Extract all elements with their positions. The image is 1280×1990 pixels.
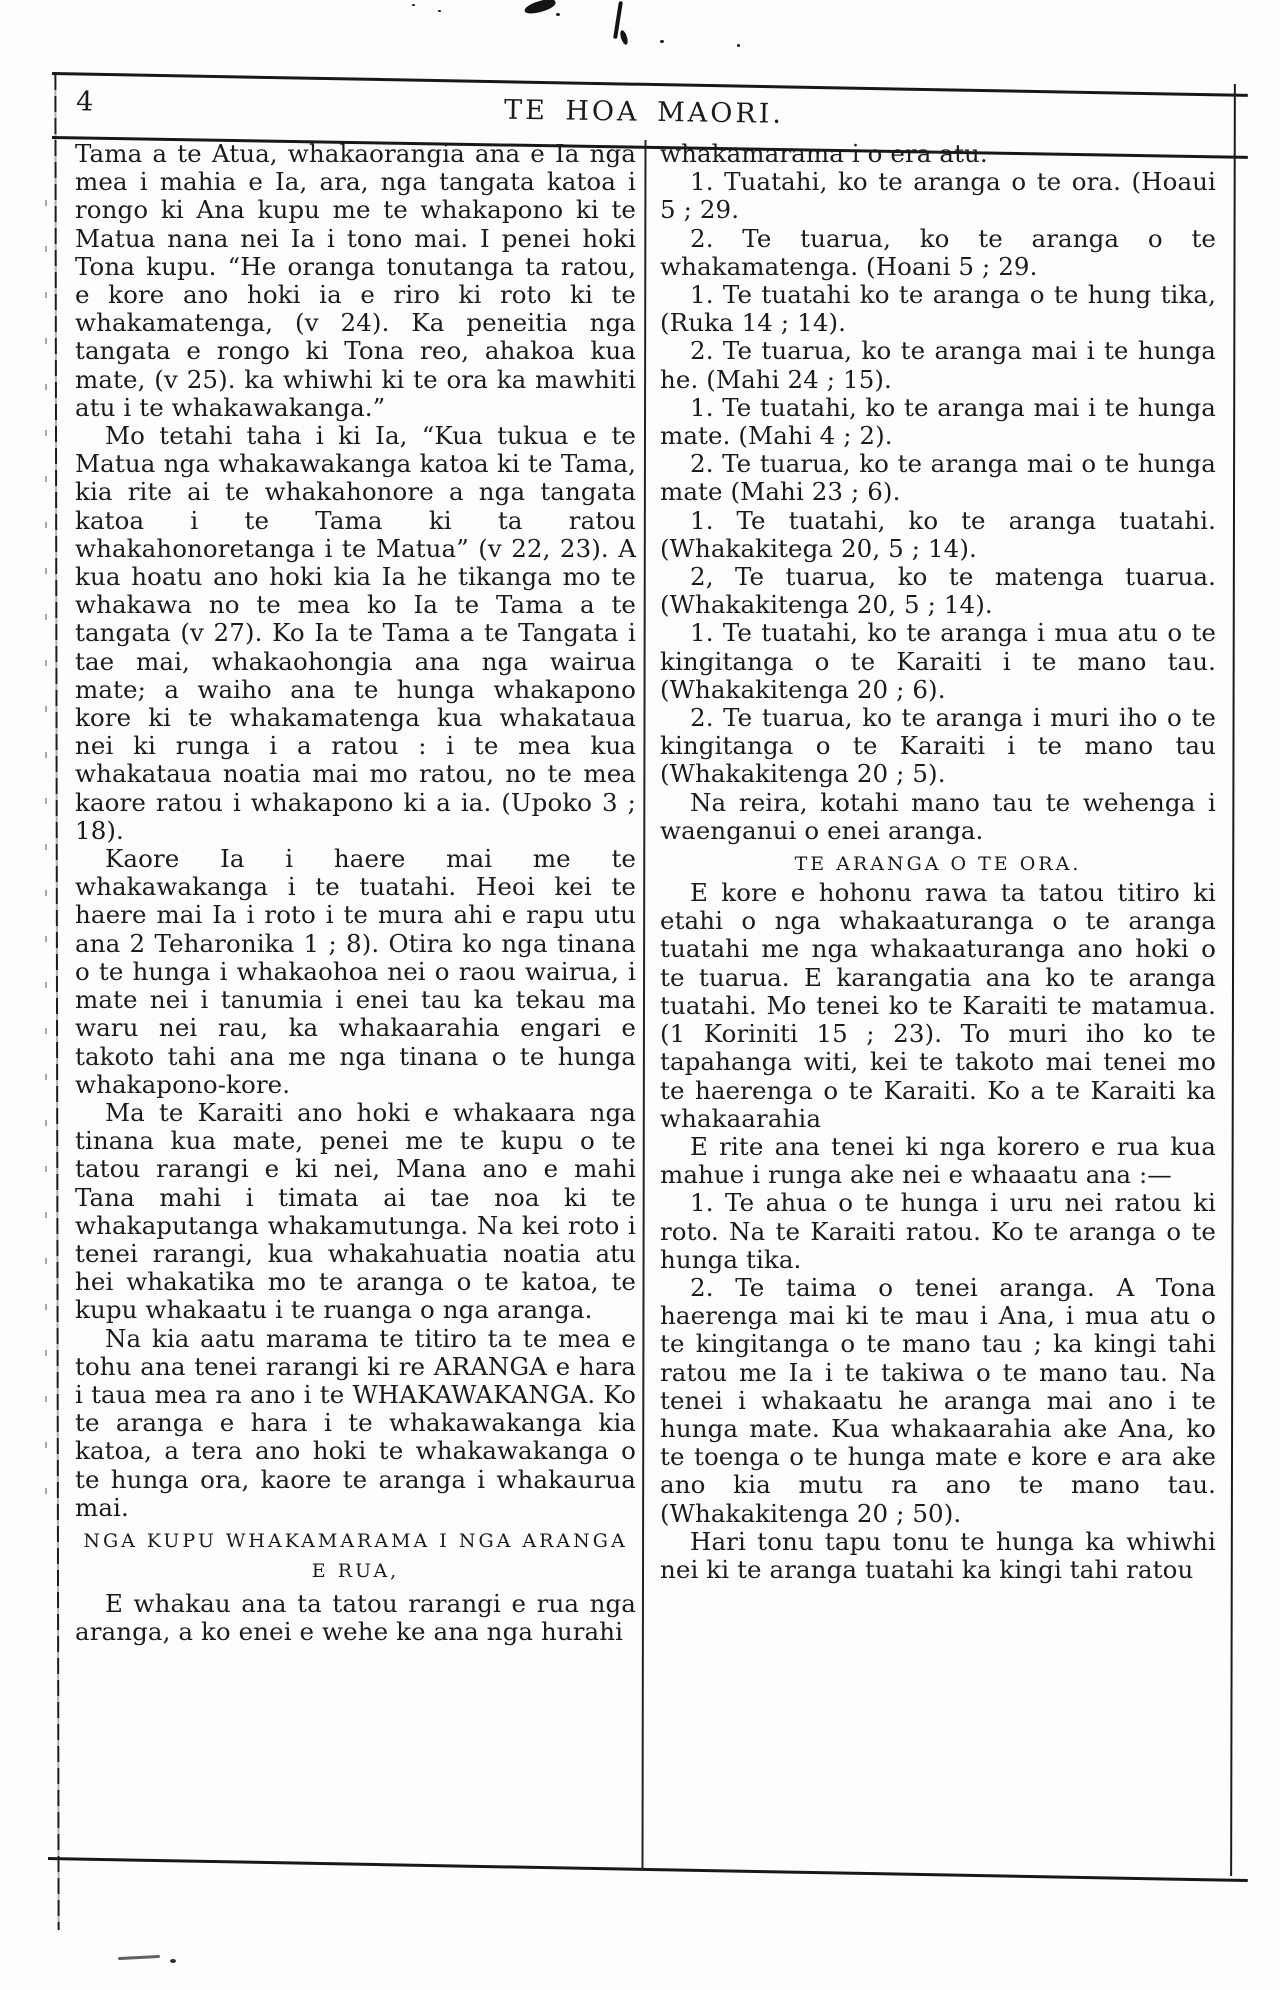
newspaper-title: TE HOA MAORI. (503, 94, 785, 130)
list-item: 2. Te taima o tenei aranga. A Tona haerenga mai ki te mau i Ana, i mua atu o te kingitanga o te mano tau ; ka kingi tahi ratou me Ia i te takiwa o te mano tau. Na tenei i whakaatu he aranga mai ano i te hunga mate. Kua whakaarahia ake Ana, ko te toenga o te hunga mate e kore e ara ake ano kia mutu ra ano te mano tau. (Whakakitenga 20 ; 50). (660, 1272, 1216, 1528)
paragraph: Hari tonu tapu tonu te hunga ka whiwhi nei ki te aranga tuatahi ka kingi tahi ratou (660, 1526, 1216, 1584)
list-item: 1. Tuatahi, ko te aranga o te ora. (Hoaui 5 ; 29. (660, 167, 1216, 225)
paragraph: Ma te Karaiti ano hoki e whakaara nga tinana kua mate, penei me te kupu o te tatou rarangi e ki nei, Mana ano e mahi Tana mahi i timata ai tae noa ki te whakaputanga whakamutunga. Na kei roto i tenei rarangi, kua whakahuatia noatia atu hei whakatika mo te aranga o te katoa, te kupu whakaatu i te ruanga o nga aranga. (75, 1097, 636, 1325)
right-column (660, 140, 1216, 1584)
paragraph: Kaore Ia i haere mai me te whakawakanga i te tuatahi. Heoi kei te haere mai Ia i roto i te mura ahi e rapu utu ana 2 Teharonika 1 ; 8). Otira ko nga tinana o te hunga i whakaohoa nei o raou wairua, i mate nei i tanumia i enei tau ka tekau ma waru nei rau, ka whakaarahia engari e takoto tahi ana me nga tinana o te hunga whakapono-kore. (75, 844, 636, 1099)
ink-smudge (118, 1955, 160, 1960)
list-item: 2. Te tuarua, ko te aranga mai o te hunga mate (Mahi 23 ; 6). (660, 449, 1216, 507)
paragraph: E kore e hohonu rawa ta tatou titiro ki etahi o nga whakaaturanga o te aranga tuatahi me nga whakaaturanga ano hoki o te tuarua. E karangatia ana ko te aranga tuatahi. Mo tenei ko te Karaiti te matamua. (1 Koriniti 15 ; 23). To muri iho ko te tapahanga witi, kei te takoto mai tenei mo te haerenga o te Karaiti. Ko a te Karaiti ka whakaarahia (660, 878, 1216, 1133)
section-heading: NGA KUPU WHAKAMARAMA I NGA ARANGA (83, 1529, 628, 1552)
list-item: 2. Te tuarua, ko te aranga o te whakamatenga. (Hoani 5 ; 29. (660, 223, 1216, 281)
list-item: 2, Te tuarua, ko te matenga tuarua. (Whakakitenga 20, 5 ; 14). (660, 562, 1216, 620)
page-number: 4 (75, 86, 95, 118)
list-item: 1. Te tuatahi ko te aranga o te hung tika, (Ruka 14 ; 14). (660, 280, 1216, 338)
ink-speck (660, 40, 664, 43)
paragraph: Tama a te Atua, whakaorangia ana e Ia nga mea i mahia e Ia, ara, nga tangata katoa i rongo ki Ana kupu me te whakapono ki te Matua nana nei Ia i tono mai. I penei hoki Tona kupu. “He oranga tonutanga ta ratou, e kore ano hoki ia e riro ki roto ki te whakamatenga, (v 24). Ka peneitia nga tangata e rongo ki Tona reo, ahakoa kua mate, (v 25). ka whiwhi ki te ora ka mawhiti atu i te whakawakanga.” (75, 139, 636, 422)
list-item: 1. Te tuatahi, ko te aranga i mua atu o te kingitanga o te Karaiti i te mano tau. (Whakakitenga 20 ; 6). (660, 618, 1216, 704)
left-column (75, 140, 636, 1646)
left-page-border-ghost (45, 200, 47, 1500)
ink-speck (556, 13, 560, 16)
left-page-border (54, 74, 59, 1930)
list-item: 1. Te tuatahi, ko te aranga tuatahi. (Whakakitega 20, 5 ; 14). (660, 505, 1216, 563)
ink-speck (412, 4, 415, 6)
list-item: 1. Te ahua o te hunga i uru nei ratou ki roto. Na te Karaiti ratou. Ko te aranga o te hunga tika. (660, 1188, 1216, 1274)
column-divider (641, 140, 646, 1870)
section-heading: E RUA, (311, 1559, 400, 1582)
section-heading: TE ARANGA O TE ORA. (794, 853, 1082, 876)
ink-speck (737, 44, 740, 47)
ink-smudge (619, 29, 629, 45)
paragraph: Mo tetahi taha i ki Ia, “Kua tukua e te Matua nga whakawakanga katoa ki te Tama, kia rite ai te whakahonore a nga tangata katoa i te Tama ki ta ratou whakahonoretanga i te Matua” (v 22, 23). A kua hoatu ano hoki kia Ia he tikanga mo te whakawa no te mea ko Ia te Tama a te tangata (v 27). Ko Ia te Tama a te Tangata i tae mai, whakaohongia ana nga wairua mate; a waiho ana te hunga whakapono kore ki te whakamatenga kua whakataua nei ki runga i a ratou : i te mea kua whakataua noatia mai mo ratou, no te mea kaore ratou i whakapono ki a ia. (Upoko 3 ; 18). (75, 421, 636, 845)
paragraph: whakamarama i o era atu. (660, 139, 988, 168)
paragraph: E whakau ana ta tatou rarangi e rua nga aranga, a ko enei e wehe ke ana nga hurahi (75, 1588, 636, 1647)
right-page-border (1230, 84, 1236, 1876)
paragraph: Na reira, kotahi mano tau te wehenga i waenganui o enei aranga. (660, 787, 1216, 845)
ink-smudge (523, 0, 557, 16)
ink-speck (170, 1959, 176, 1963)
paragraph: E rite ana tenei ki nga korero e rua kua mahue i runga ake nei e whaaatu ana :— (660, 1131, 1216, 1190)
list-item: 2. Te tuarua, ko te aranga mai i te hunga he. (Mahi 24 ; 15). (660, 336, 1216, 394)
ink-speck (438, 10, 441, 12)
list-item: 1. Te tuatahi, ko te aranga mai i te hunga mate. (Mahi 4 ; 2). (660, 392, 1216, 451)
bottom-rule (48, 1857, 1248, 1882)
list-item: 2. Te tuarua, ko te aranga i muri iho o te kingitanga o te Karaiti i te mano tau (Whakakitenga 20 ; 5). (660, 703, 1216, 789)
paragraph: Na kia aatu marama te titiro ta te mea e tohu ana tenei rarangi ki re ARANGA e hara i taua mea ra ano i te WHAKAWAKANGA. Ko te aranga e hara i te whakawakanga kia katoa, a tera ano hoki te whakawakanga o te hunga ora, kaore te aranga i whakaurua mai. (75, 1323, 636, 1522)
